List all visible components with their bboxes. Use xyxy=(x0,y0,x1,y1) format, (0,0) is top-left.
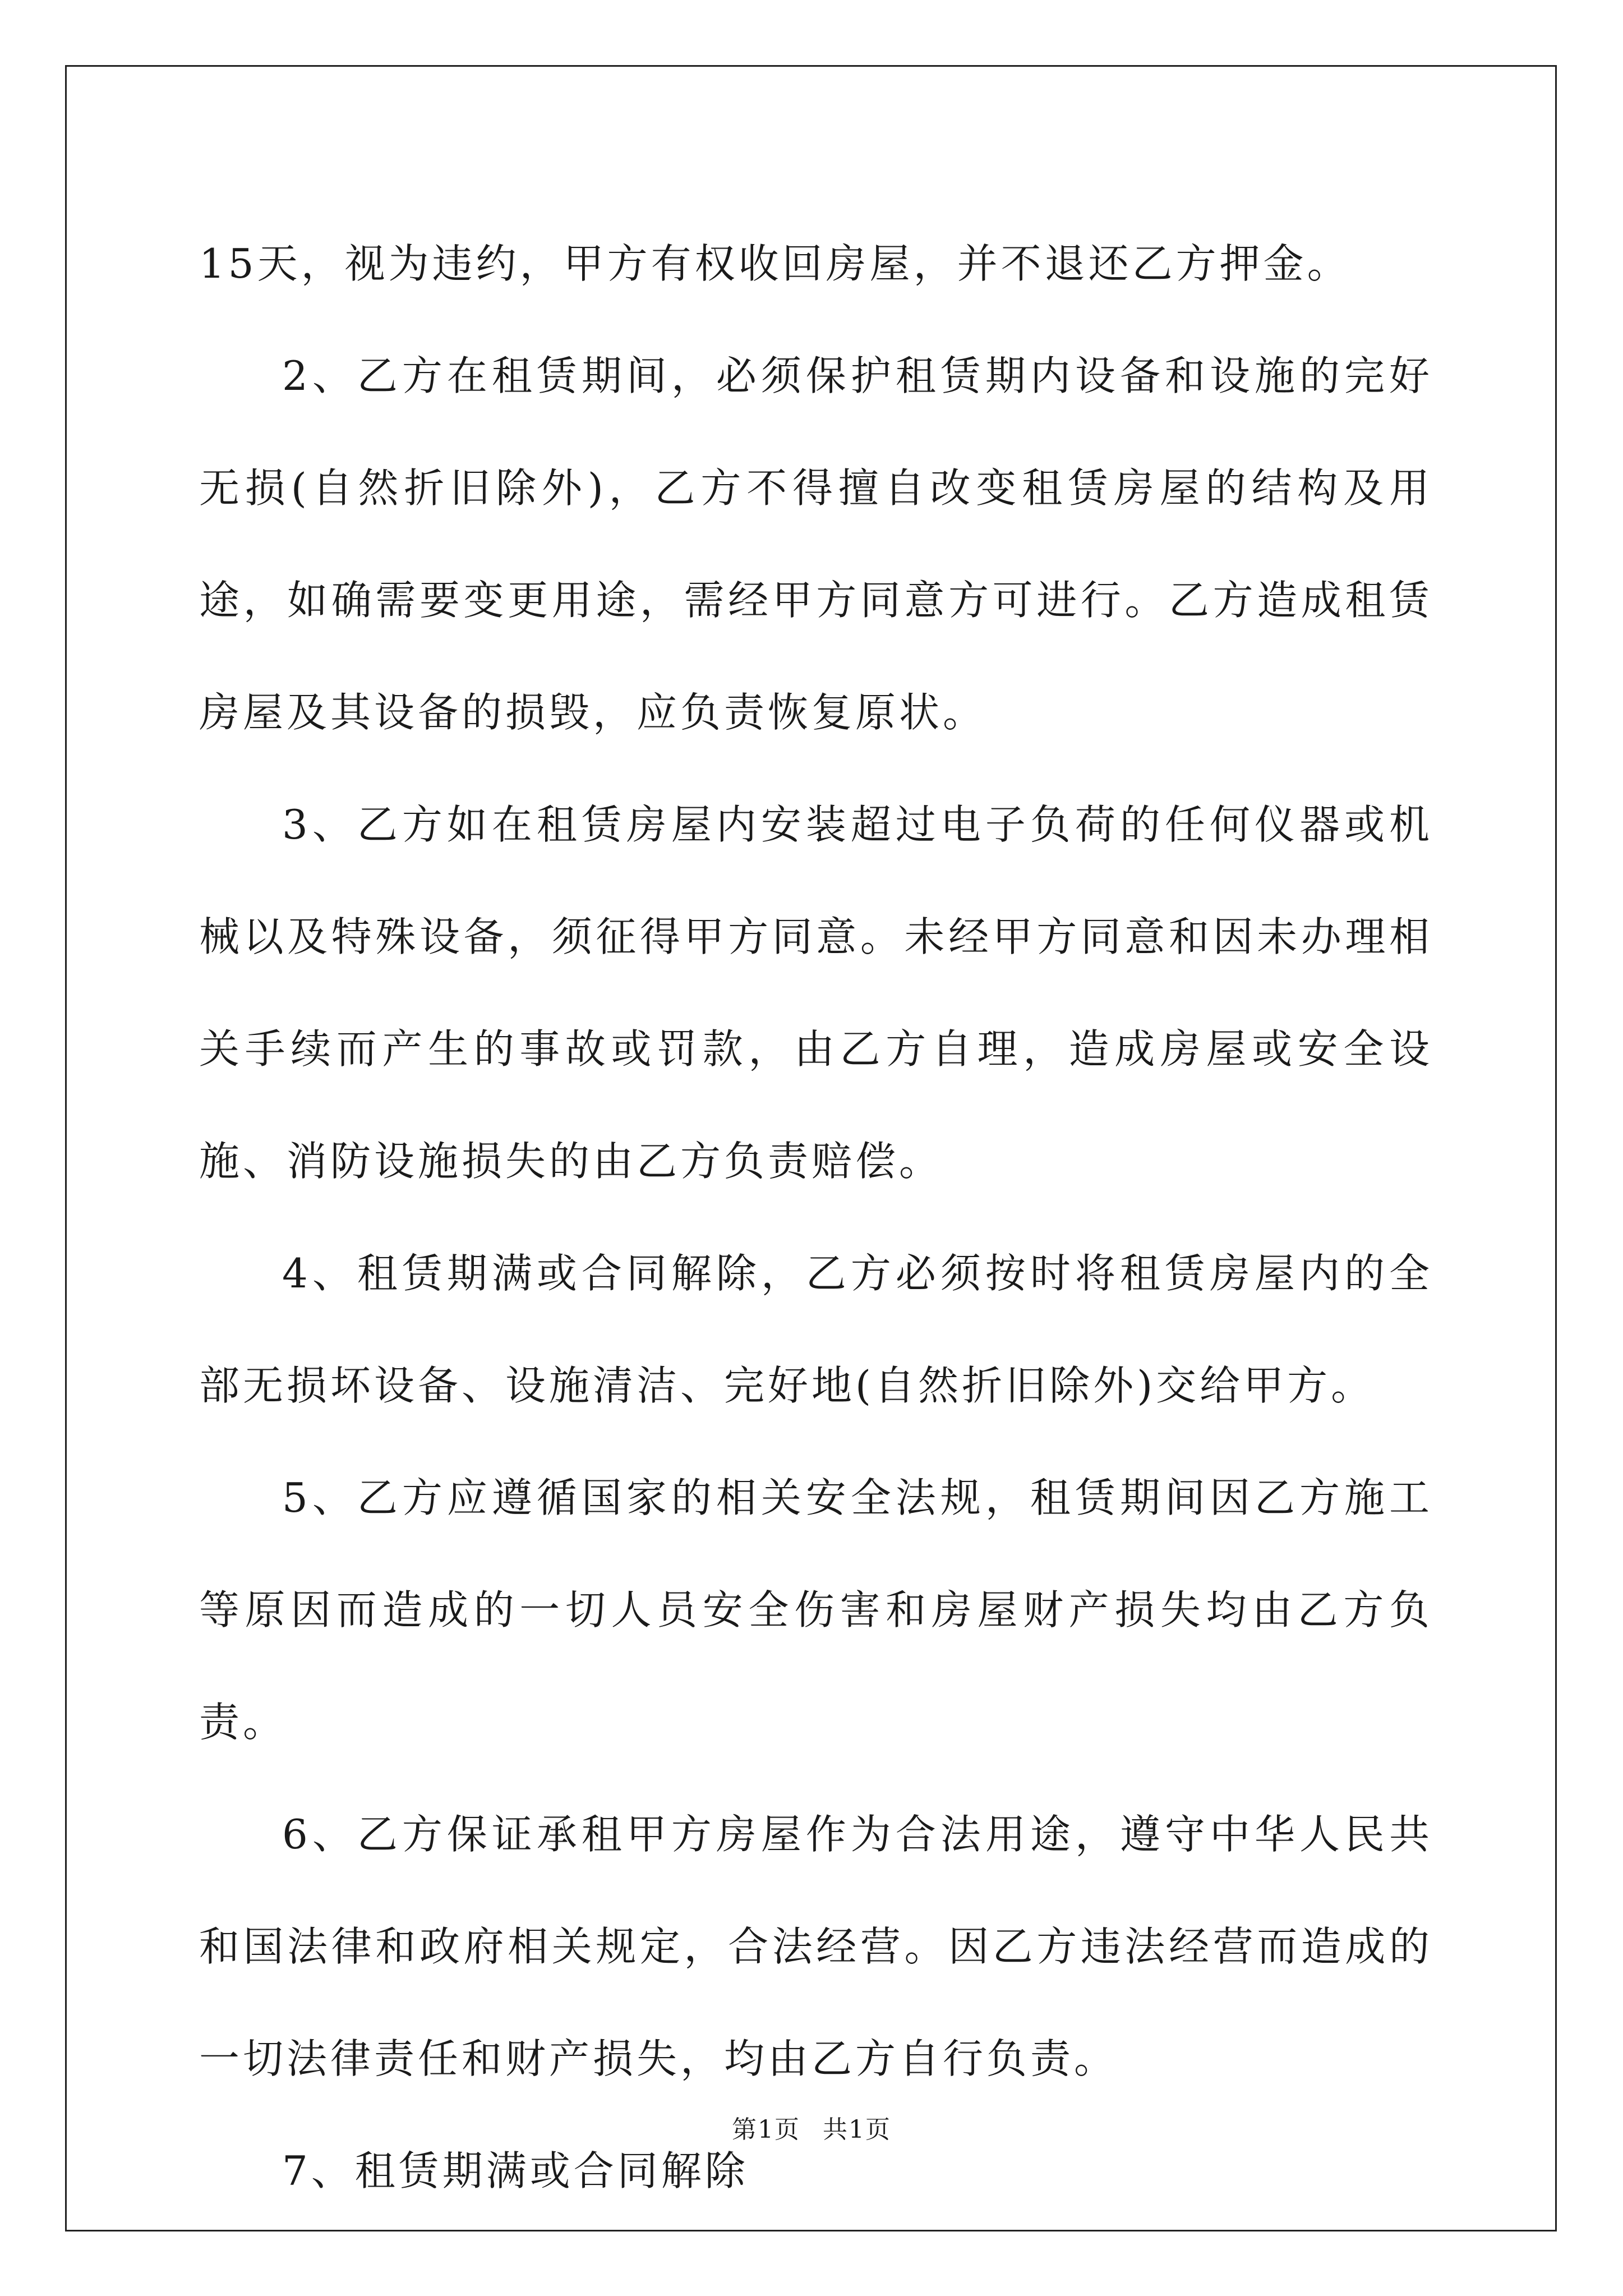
paragraph-clause-2: 2、乙方在租赁期间，必须保护租赁期内设备和设施的完好无损(自然折旧除外)，乙方不得擅自改变租赁房屋的结构及用途，如确需要变更用途，需经甲方同意方可进行。乙方造成租赁房屋及其设备的损毁，应负责恢复原状。 xyxy=(199,352,1433,736)
paragraph-clause-5: 5、乙方应遵循国家的相关安全法规，租赁期间因乙方施工等原因而造成的一切人员安全伤害和房屋财产损失均由乙方负责。 xyxy=(199,1474,1433,1746)
page-total: 共1页 xyxy=(823,2115,891,2144)
paragraph-clause-6: 6、乙方保证承租甲方房屋作为合法用途，遵守中华人民共和国法律和政府相关规定，合法经营。因乙方违法经营而造成的一切法律责任和财产损失，均由乙方自行负责。 xyxy=(199,1811,1433,2082)
document-body xyxy=(199,208,1433,2227)
page-footer xyxy=(0,2109,1623,2145)
paragraph-clause-7: 7、租赁期满或合同解除 xyxy=(282,2147,749,2194)
page-number: 第1页 xyxy=(732,2115,800,2144)
paragraph-clause-3: 3、乙方如在租赁房屋内安装超过电子负荷的任何仪器或机械以及特殊设备，须征得甲方同意。未经甲方同意和因未办理相关手续而产生的事故或罚款，由乙方自理，造成房屋或安全设施、消防设施损失的由乙方负责赔偿。 xyxy=(199,801,1433,1185)
paragraph-continuation: 15天，视为违约，甲方有权收回房屋，并不退还乙方押金。 xyxy=(199,240,1351,287)
paragraph-clause-4: 4、租赁期满或合同解除，乙方必须按时将租赁房屋内的全部无损坏设备、设施清洁、完好地(自然折旧除外)交给甲方。 xyxy=(199,1250,1433,1409)
